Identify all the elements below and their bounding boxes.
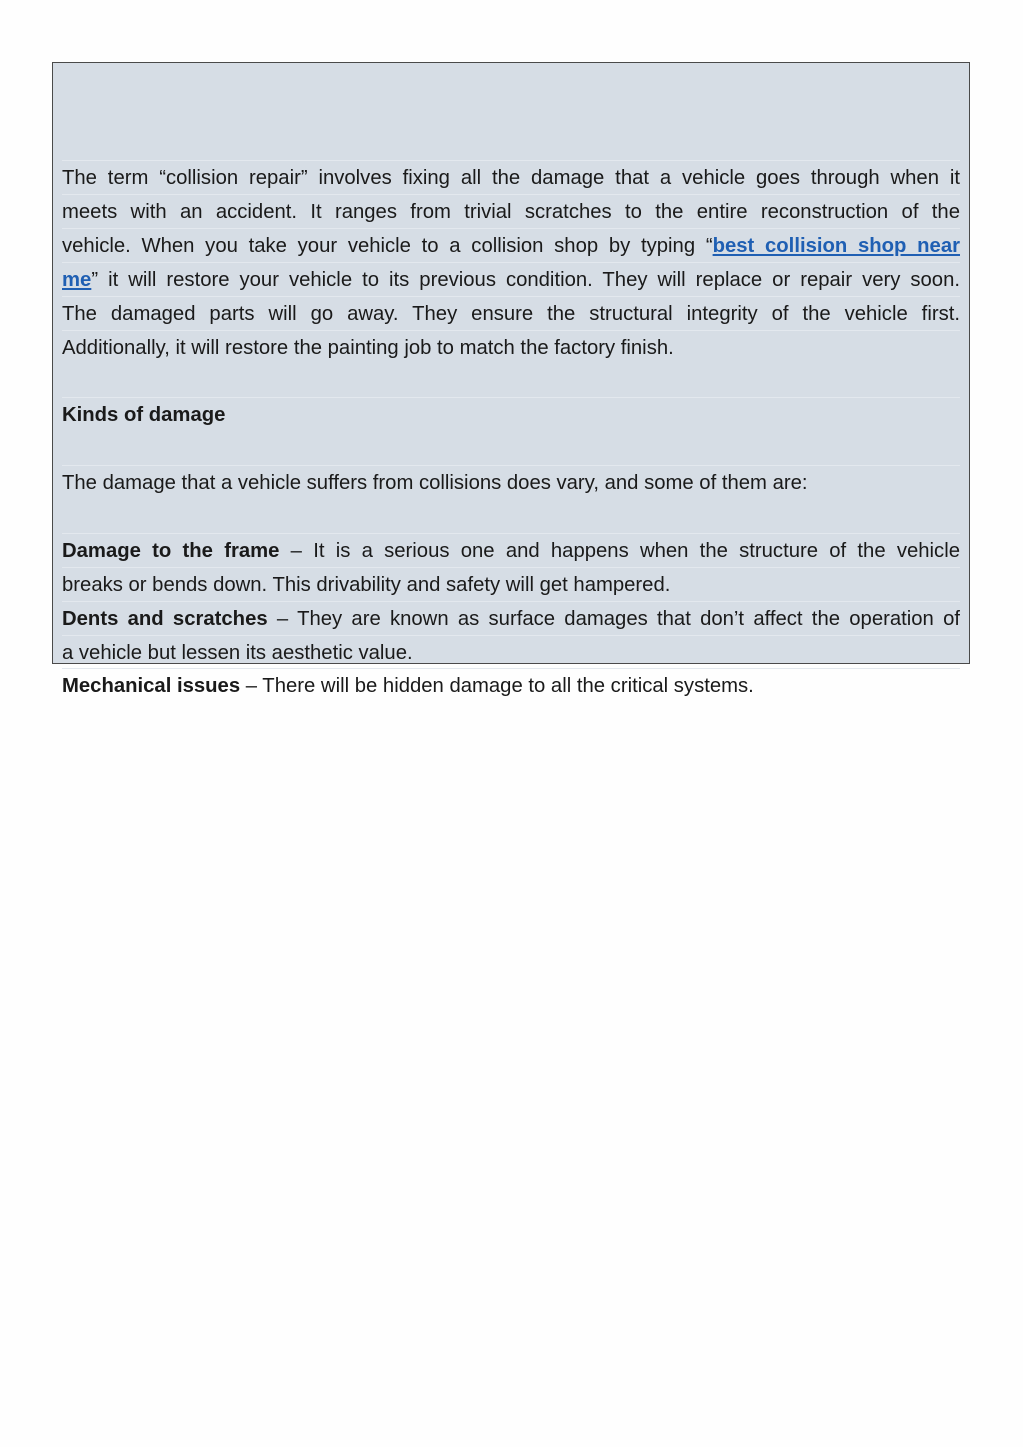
list-item-dents: [62, 601, 960, 635]
list-item-term: Damage to the frame: [62, 540, 280, 562]
list-item-desc: – They are known as surface damages that don’t affect the operation of: [267, 608, 960, 630]
content-text: [62, 63, 960, 697]
intro-line-5: The damaged parts will go away. They ensure the structural integrity of the vehicle first.: [62, 296, 960, 330]
lead-paragraph: The damage that a vehicle suffers from collisions does vary, and some of them are:: [62, 465, 960, 499]
list-item-term: Mechanical issues: [62, 675, 241, 697]
list-item-frame-continued: breaks or bends down. This drivability and safety will get hampered.: [62, 567, 960, 601]
list-item-desc: – It is a serious one and happens when the structure of the vehicle: [279, 540, 960, 562]
list-item-mechanical: [62, 668, 960, 702]
intro-line-4-text: ” it will restore your vehicle to its previous condition. They will replace or repair very soon.: [91, 269, 960, 291]
list-item-dents-continued: a vehicle but lessen its aesthetic value.: [62, 635, 960, 669]
list-item-desc: – There will be hidden damage to all the critical systems.: [240, 675, 754, 697]
list-item-frame: [62, 533, 960, 567]
collision-shop-link-continued[interactable]: me: [62, 269, 92, 291]
intro-line-4: [62, 262, 960, 296]
intro-line-2: meets with an accident. It ranges from trivial scratches to the entire reconstruction of the: [62, 194, 960, 228]
content-box: [52, 62, 970, 697]
intro-line-3-text: vehicle. When you take your vehicle to a collision shop by typing “: [62, 235, 713, 257]
intro-line-6: Additionally, it will restore the painting job to match the factory finish.: [62, 330, 960, 364]
collision-shop-link[interactable]: best collision shop near: [712, 235, 960, 257]
section-heading: Kinds of damage: [62, 397, 960, 431]
intro-line-3: [62, 228, 960, 262]
intro-line-1: The term “collision repair” involves fixing all the damage that a vehicle goes through when it: [62, 160, 960, 194]
list-item-term: Dents and scratches: [62, 608, 268, 630]
